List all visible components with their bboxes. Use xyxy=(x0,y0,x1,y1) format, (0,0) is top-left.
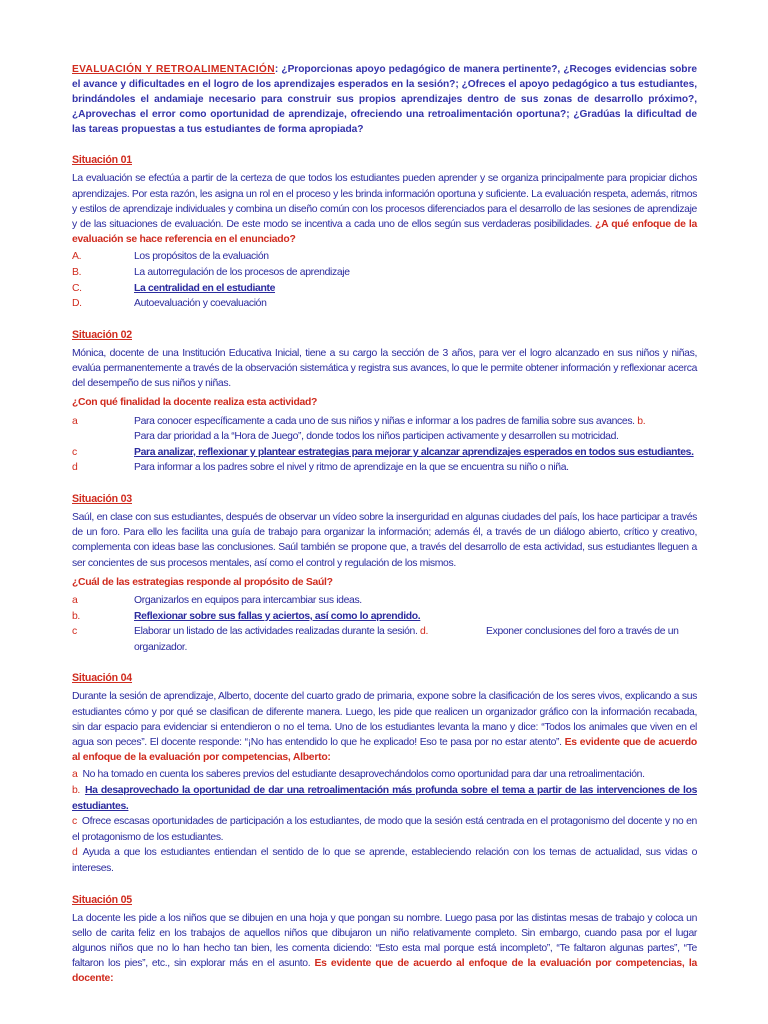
inline-question-05: Es evidente que de acuerdo al enfoque de la evaluación por competencias, la docente: xyxy=(72,958,697,985)
option-letter: d xyxy=(72,462,78,474)
option-letter: C. xyxy=(72,282,82,294)
option-item[interactable] xyxy=(72,265,697,281)
option-letter: B. xyxy=(72,267,82,279)
option-letter: c xyxy=(72,446,77,458)
options-list-02 xyxy=(72,414,697,476)
option-letter-inline[interactable]: d. xyxy=(420,626,429,638)
option-letter: c xyxy=(72,816,77,828)
situation-question-03: ¿Cuál de las estrategias responde al propósito de Saúl? xyxy=(72,576,333,588)
intro-text: : ¿Proporcionas apoyo pedagógico de manera pertinente?, ¿Recoges evidencias sobre el avance y dificultades en el logro de los aprendizajes esperados en la sesión?; ¿Ofreces el apoyo pedagógico a tus estudiantes, brindándoles el andamiaje necesario para construir sus propios aprendizajes dentro de sus zonas de desarrollo próximo?,¿Aprovechas el error como oportunidad de aprendizaje, ofreciendo una retroalimentación oportuna?; ¿Gradúas la dificultad de las tareas propuestas a tus estudiantes de forma apropiada? xyxy=(72,64,697,136)
situation-block-01 xyxy=(72,150,697,311)
option-letter-trailing[interactable]: b. xyxy=(637,415,646,427)
options-list-01 xyxy=(72,249,697,311)
option-item[interactable] xyxy=(72,767,697,783)
option-text: La centralidad en el estudiante xyxy=(134,282,276,294)
stem-text-05: La docente les pide a los niños que se dibujen en una hoja y que pongan su nombre. Luego pasa por las distintas mesas de trabajo y coloca un sello de carita feliz en los trabajos de aquellos niños que dibujaron un niño relativamente completo. Sin embargo, cuando pasa por el lugar algunos niños que no lo han hecho tan bien, les comenta diciendo: “Esto esta mal porque está incompleto”, “Te faltaron algunas partes”, “Te faltaron los pies”, etc., sin explorar más en el asunto. xyxy=(72,912,697,970)
option-letter: d xyxy=(72,847,78,859)
intro-paragraph xyxy=(72,62,697,137)
options-list-04 xyxy=(72,767,697,876)
option-text-inline: Exponer conclusiones del foro a través de un organizador. xyxy=(134,626,679,653)
situation-block-03 xyxy=(72,489,697,655)
option-item[interactable] xyxy=(72,624,697,655)
options-list-03 xyxy=(72,593,697,655)
situation-block-04 xyxy=(72,668,697,876)
option-item[interactable] xyxy=(72,814,697,845)
situation-heading-03: Situación 03 xyxy=(72,493,133,506)
option-text-continued: Para dar prioridad a la “Hora de Juego”, donde todos los niños participen activamente y desarrollen su motricidad. xyxy=(134,431,619,443)
option-text: Reflexionar sobre sus fallas y aciertos, así como lo aprendido. xyxy=(134,610,421,622)
option-text: Ayuda a que los estudiantes entiendan el sentido de lo que se aprende, estableciendo relación con los temas de actualidad, sus vidas o intereses. xyxy=(72,847,697,875)
option-text-main: Para conocer específicamente a cada uno de sus niños y niñas e informar a los padres de familia sobre sus avances. xyxy=(134,415,635,427)
option-text: Ha desaprovechado la oportunidad de dar una retroalimentación más profunda sobre el tema a partir de las intervenciones de los estudiantes. xyxy=(72,785,697,812)
option-item[interactable] xyxy=(72,460,697,476)
situation-block-05 xyxy=(72,890,697,987)
option-letter: D. xyxy=(72,298,82,310)
option-text xyxy=(134,414,696,445)
option-item[interactable] xyxy=(72,414,697,445)
situation-heading-wrap-05 xyxy=(72,890,697,909)
situation-block-02 xyxy=(72,325,697,476)
situation-heading-wrap-02 xyxy=(72,325,697,344)
option-text xyxy=(134,624,696,655)
option-item[interactable] xyxy=(72,296,697,312)
option-text: No ha tomado en cuenta los saberes previos del estudiante desaprovechándolos como oportunidad para dar una retroalimentación. xyxy=(82,769,645,781)
inline-question-04: Es evidente que de acuerdo al enfoque de la evaluación por competencias, Alberto: xyxy=(72,737,697,764)
option-letter: a xyxy=(72,415,78,427)
situation-heading-02: Situación 02 xyxy=(72,328,133,341)
situation-stem-05 xyxy=(72,911,697,987)
situation-heading-05: Situación 05 xyxy=(72,893,133,906)
option-letter: c xyxy=(72,626,77,638)
situation-heading-wrap-04 xyxy=(72,668,697,687)
option-item[interactable] xyxy=(72,593,697,609)
option-item[interactable] xyxy=(72,249,697,265)
option-text: Autoevaluación y coevaluación xyxy=(134,298,267,310)
situation-heading-01: Situación 01 xyxy=(72,154,133,167)
option-text: Para informar a los padres sobre el nivel y ritmo de aprendizaje en la que se encuentra su niño o niña. xyxy=(134,462,569,474)
option-item[interactable] xyxy=(72,845,697,876)
option-letter: A. xyxy=(72,251,82,263)
option-text-main: Elaborar un listado de las actividades realizadas durante la sesión. xyxy=(134,626,418,638)
inline-question-01: ¿A qué enfoque de la evaluación se hace referencia en el enunciado? xyxy=(72,219,698,246)
situation-stem-03: Saúl, en clase con sus estudiantes, después de observar un vídeo sobre la inserguridad en algunas ciudades del país, los hace participar a través de un foro. Para ello les facilita una guía de trabajo para organizar la información; además él, a través de un diálogo abierto, crítico y creativo, complementa con ideas base las conclusiones. Saúl también se propone que, a través del desarrollo de esta actividad, sus estudiantes lleguen a ser concientes de sus procesos mentales, así como el control y regulación de los mismos. xyxy=(72,512,697,569)
option-letter: b. xyxy=(72,785,80,797)
option-text: Para analizar, reflexionar y plantear estrategias para mejorar y alcanzar aprendizajes esperados en todos sus estudiantes. xyxy=(134,446,694,458)
option-item[interactable] xyxy=(72,445,697,461)
document-title: EVALUACIÓN Y RETROALIMENTACIÓN xyxy=(72,64,275,75)
option-letter: b. xyxy=(72,610,80,622)
option-text: Organizarlos en equipos para intercambiar sus ideas. xyxy=(134,595,362,607)
option-item[interactable] xyxy=(72,783,697,814)
situation-stem-04 xyxy=(72,689,697,765)
option-item[interactable] xyxy=(72,609,697,625)
situation-heading-wrap-03 xyxy=(72,489,697,508)
option-text: La autorregulación de los procesos de aprendizaje xyxy=(134,267,350,279)
stem-text-04: Durante la sesión de aprendizaje, Alberto, docente del cuarto grado de primaria, expone sobre la clasificación de los seres vivos, explicando a sus estudiantes cómo y por qué se clasifican de diferente manera. Luego, les pide que realicen un organizador gráfico con la información recabada, sin dar espacio para evidenciar si entendieron o no el tema. Uno de los estudiantes levanta la mano y dice: “Todos los animales que viven en el agua son peces”. El docente responde: “¡No has entendido lo que he explicado! Eso te pasa por no estar atento”. xyxy=(72,691,697,749)
situation-question-02: ¿Con qué finalidad la docente realiza esta actividad? xyxy=(72,397,318,409)
situation-stem-01 xyxy=(72,171,697,247)
option-text: Los propósitos de la evaluación xyxy=(134,251,269,263)
stem-text-01: La evaluación se efectúa a partir de la certeza de que todos los estudiantes pueden aprender y se organiza principalmente para propiciar dichos aprendizajes. Por esta razón, les asigna un rol en el proceso y les brinda información oportuna y suficiente. La evaluación respeta, además, ritmos y estilos de aprendizaje individuales y combina un diseño común con los procesos diferenciados para el desarrollo de las sesiones de aprendizaje y de las situaciones de evaluación. De este modo se incentiva a cada uno de ellos según sus verdaderas posibilidades. xyxy=(72,173,697,231)
situation-stem-02: Mónica, docente de una Institución Educativa Inicial, tiene a su cargo la sección de 3 años, para ver el logro alcanzado en sus niños y niñas, evalúa permanentemente a través de la observación sistemática y registra sus avances, lo que le permite obtener información y reflexionar acerca del desempeño de sus niños y niñas. xyxy=(72,347,697,390)
option-letter: a xyxy=(72,769,78,781)
situation-heading-wrap-01 xyxy=(72,150,697,169)
option-item[interactable] xyxy=(72,281,697,297)
option-text: Ofrece escasas oportunidades de participación a los estudiantes, de modo que la sesión está centrada en el protagonismo del docente y no en el protagonismo de los estudiantes. xyxy=(72,816,697,843)
option-letter: a xyxy=(72,595,78,607)
situation-heading-04: Situación 04 xyxy=(72,672,133,685)
